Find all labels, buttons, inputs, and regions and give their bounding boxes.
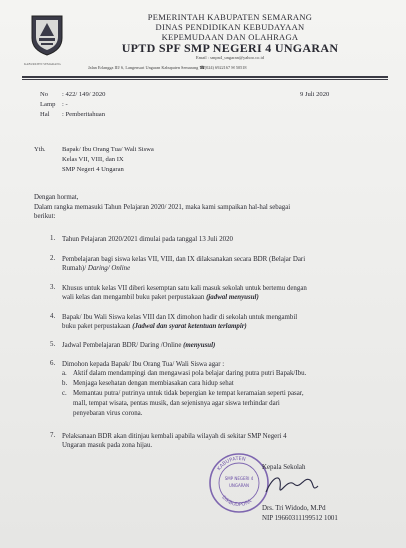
- recipient-line-3: SMP Negeri 4 Ungaran: [62, 166, 124, 173]
- school-name: UPTD SPF SMP NEGERI 4 UNGARAN: [121, 41, 339, 55]
- svg-text:DIKBUDPORA: [220, 495, 253, 508]
- number-value: : 422/ 149/ 2020: [62, 91, 106, 98]
- logo-caption: KABUPATEN SEMARANG: [24, 62, 61, 66]
- item-text: wali kelas dan mengambil buku paket perpustakaan (jadwal menyusul): [62, 294, 259, 301]
- svg-text:KABUPATEN: [216, 456, 246, 472]
- item-text: Pembelajaran bagi siswa kelas VII, VIII, dan IX dilaksanakan secara BDR (Belajar Dari: [62, 256, 306, 263]
- letterhead-line-1: PEMERINTAH KABUPATEN SEMARANG: [147, 12, 313, 22]
- subject-value: : Pemberitahuan: [62, 111, 106, 118]
- stamp-top-text: KABUPATEN: [216, 455, 247, 472]
- sub-item-letter: a.: [62, 370, 67, 377]
- sub-item-text: Menjaga kesehatan dengan membiasakan cara hidup sehat: [73, 380, 234, 387]
- sub-item-text: Memantau putra/ putrinya untuk tidak bepergian ke tempat keramaian seperti pasar,: [73, 390, 304, 397]
- subject-label: Hal: [40, 111, 50, 118]
- item-number: 7.: [50, 432, 56, 439]
- letterhead-line-2: DINAS PENDIDIKAN KEBUDAYAAN: [155, 22, 305, 32]
- item-number: 2.: [50, 255, 56, 262]
- sub-item-text: penyebaran virus corona.: [73, 410, 143, 417]
- school-email: Email : smpn4_ungaran@yahoo.co.id: [195, 55, 265, 60]
- recipient-yth: Yth.: [34, 146, 46, 153]
- recipient-line-1: Bapak/ Ibu Orang Tua/ Wali Siswa: [62, 146, 154, 153]
- signatory-nip: NIP 19660311199512 1001: [262, 515, 338, 522]
- item-number: 5.: [50, 341, 56, 348]
- item-text: Rumah)/ Daring/ Online: [62, 265, 131, 272]
- item-number: 1.: [50, 235, 56, 242]
- sub-item-letter: c.: [62, 390, 67, 397]
- letterhead-rule-thick: [22, 76, 388, 78]
- item-text: Ungaran masuk pada zona hijau.: [62, 442, 153, 449]
- greeting: Dengan hormat,: [34, 194, 79, 201]
- letterhead-line-3: KEPEMUDAAN DAN OLAHRAGA: [161, 32, 299, 42]
- attachment-label: Lamp: [40, 101, 56, 108]
- item-text: Bapak/ Ibu Wali Siswa kelas VIII dan IX dimohon hadir di sekolah untuk mengambil: [62, 314, 298, 321]
- item-text: Dimohon kepada Bapak/ Ibu Orang Tua/ Wali Siswa agar :: [62, 361, 225, 368]
- number-label: No: [40, 91, 49, 98]
- item-text: Tahun Pelajaran 2020/2021 dimulai pada tanggal 13 Juli 2020: [62, 236, 233, 243]
- item-number: 6.: [50, 360, 56, 367]
- item-text: Pelaksanaan BDR akan ditinjau kembali apabila wilayah di sekitar SMP Negeri 4: [62, 433, 287, 440]
- item-text: Khusus untuk kelas VII diberi kesemptan satu kali masuk sekolah untuk bertemu dengan: [62, 285, 307, 292]
- handwritten-signature-icon: [262, 466, 322, 504]
- opening-line-2: berikut:: [34, 213, 56, 220]
- sub-item-text: mall, tempat wisata, pentas musik, dan sejenisnya agar siswa terhindar dari: [73, 400, 280, 407]
- item-number: 4.: [50, 313, 56, 320]
- school-address: Jalan Erlangga III/ 6, Langensari Ungaran Kabupaten Semarang ☎(024) 6922167 ✉ 50518: [88, 65, 247, 70]
- sub-item-letter: b.: [62, 380, 68, 387]
- item-text: buku paket perpustakaan (Jadwal dan syarat ketentuan terlampir): [62, 323, 247, 330]
- item-number: 3.: [50, 284, 56, 291]
- stamp-mid-text-1: SMP NEGERI 4: [224, 476, 254, 481]
- stamp-mid-text-2: UNGARAN: [228, 483, 250, 488]
- letterhead-rule-thin: [22, 79, 388, 80]
- school-stamp-icon: [208, 452, 270, 514]
- regency-crest-icon: [30, 14, 64, 56]
- recipient-line-2: Kelas VII, VIII, dan IX: [62, 156, 124, 163]
- sub-item-text: Aktif dalam mendampingi dan mengawasi pola belajar daring putra putri Bapak/Ibu.: [73, 370, 307, 377]
- attachment-value: : -: [62, 101, 68, 108]
- signatory-name: Drs. Tri Widodo, M.Pd: [262, 505, 326, 512]
- letter-date: 9 Juli 2020: [300, 91, 330, 98]
- opening-line-1: Dalam rangka memasuki Tahun Pelajaran 2020/ 2021, maka kami sampaikan hal-hal sebagai: [34, 204, 291, 211]
- item-text: Jadwal Pembelajaran BDR/ Daring /Online (menyusul): [62, 342, 216, 349]
- signature-title: Kepala Sekolah: [262, 464, 306, 471]
- stamp-bottom-text: DIKBUDPORA: [220, 494, 253, 509]
